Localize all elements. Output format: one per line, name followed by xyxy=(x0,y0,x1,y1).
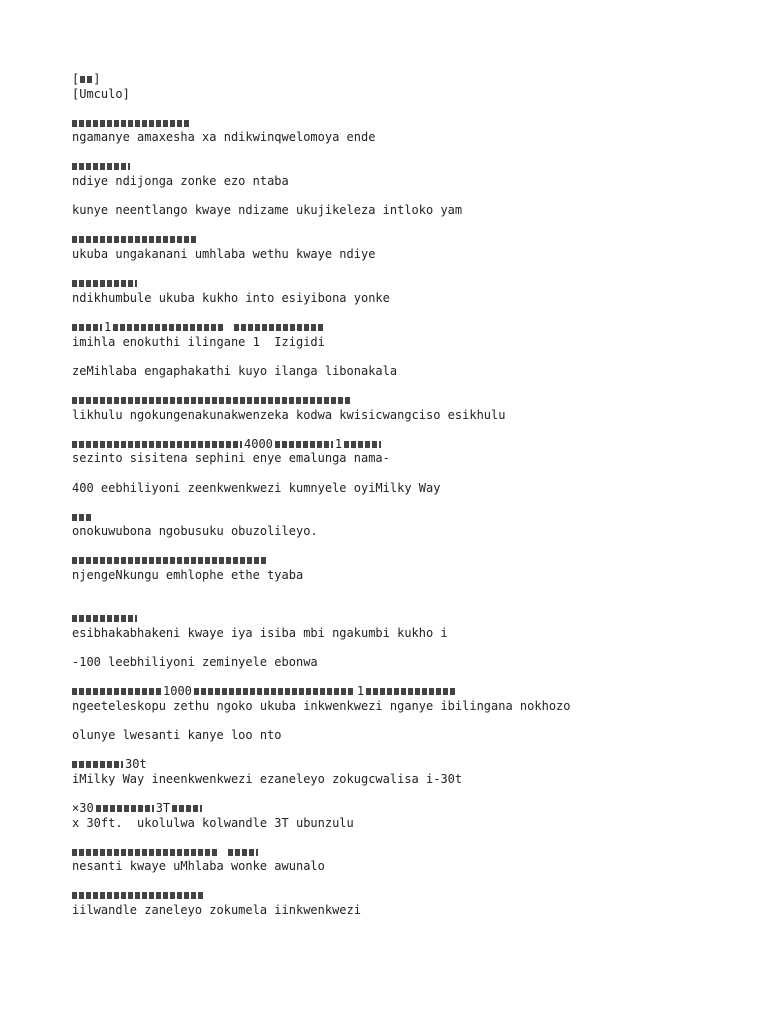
lyric-line: -100 leebhiliyoni zeminyele ebonwa xyxy=(72,655,318,670)
glyph-line xyxy=(72,320,752,335)
glyph-line xyxy=(72,233,752,248)
missing-glyph-boxes xyxy=(72,397,352,404)
inline-number: 3T xyxy=(155,801,171,816)
inline-number: 1 xyxy=(356,684,365,699)
lyric-line: ngamanye amaxesha xa ndikwinqwelomoya ende xyxy=(72,130,376,145)
missing-glyph-boxes xyxy=(344,441,381,448)
missing-glyph-boxes xyxy=(234,324,323,331)
missing-glyph-boxes xyxy=(96,805,154,812)
glyph-line xyxy=(72,889,752,904)
lyric-line: njengeNkungu emhlophe ethe tyaba xyxy=(72,568,304,583)
lyric-line: 400 eebhiliyoni zeenkwenkwezi kumnyele oyiMilky Way xyxy=(72,480,441,495)
inline-number: 4000 xyxy=(244,436,273,451)
lyric-line: zeMihlaba engaphakathi kuyo ilanga libonakala xyxy=(72,363,398,378)
glyph-line xyxy=(72,510,752,525)
lyric-line: ukuba ungakanani umhlaba wethu kwaye ndiye xyxy=(72,247,376,262)
glyph-line xyxy=(72,684,752,699)
lyric-line: kunye neentlango kwaye ndizame ukujikeleza intloko yam xyxy=(72,203,463,218)
header-placeholder-line xyxy=(72,72,752,87)
lyric-line: ndikhumbule ukuba kukho into esiyibona yonke xyxy=(72,290,390,305)
inline-number: ×30 xyxy=(72,801,94,816)
glyph-line xyxy=(72,801,752,816)
glyph-line xyxy=(72,116,752,131)
missing-glyph-boxes xyxy=(72,849,219,856)
lyric-line: ndiye ndijonga zonke ezo ntaba xyxy=(72,174,289,189)
missing-glyph-boxes xyxy=(72,761,123,768)
lyric-line: esibhakabhakeni kwaye iya isiba mbi ngakumbi kukho i xyxy=(72,625,448,640)
inline-number: 1 xyxy=(334,436,343,451)
missing-glyph-boxes xyxy=(72,324,102,331)
lyric-line: olunye lwesanti kanye loo nto xyxy=(72,728,282,743)
glyph-line xyxy=(72,393,752,408)
lyric-line: ngeeteleskopu zethu ngoko ukuba inkwenkwezi nganye ibilingana nokhozo xyxy=(72,698,571,713)
missing-glyph-boxes xyxy=(275,441,333,448)
lyric-line: likhulu ngokungenakunakwenzeka kodwa kwisicwangciso esikhulu xyxy=(72,407,506,422)
lyric-line: nesanti kwaye uMhlaba wonke awunalo xyxy=(72,859,325,874)
lyric-line: onokuwubona ngobusuku obuzolileyo. xyxy=(72,524,318,539)
missing-glyph-boxes xyxy=(80,76,92,83)
missing-glyph-boxes xyxy=(72,892,205,899)
glyph-line xyxy=(72,554,752,569)
missing-glyph-boxes xyxy=(228,849,258,856)
header-title: [Umculo] xyxy=(72,86,130,101)
missing-glyph-boxes xyxy=(72,615,137,622)
missing-glyph-boxes xyxy=(366,688,457,695)
missing-glyph-boxes xyxy=(72,514,93,521)
header-bracket-close: ] xyxy=(93,72,101,86)
document-page xyxy=(72,72,752,918)
glyph-line xyxy=(72,611,752,626)
lyric-line: imihla enokuthi ilingane 1 Izigidi xyxy=(72,334,325,349)
glyph-line xyxy=(72,437,752,452)
lyric-line: iMilky Way ineenkwenkwezi ezaneleyo zokugcwalisa i-30t xyxy=(72,771,463,786)
glyph-line xyxy=(72,276,752,291)
lyric-line: iilwandle zaneleyo zokumela iinkwenkwezi xyxy=(72,903,361,918)
inline-number: 30t xyxy=(125,757,147,772)
missing-glyph-boxes xyxy=(72,120,191,127)
missing-glyph-boxes xyxy=(72,557,268,564)
missing-glyph-boxes xyxy=(72,163,130,170)
missing-glyph-boxes xyxy=(113,324,225,331)
lyric-line: x 30ft. ukolulwa kolwandle 3T ubunzulu xyxy=(72,815,354,830)
missing-glyph-boxes xyxy=(72,280,137,287)
glyph-line xyxy=(72,757,752,772)
inline-number: 1000 xyxy=(163,684,192,699)
glyph-line xyxy=(72,845,752,860)
glyph-line xyxy=(72,160,752,175)
header-bracket-open: [ xyxy=(72,72,80,86)
missing-glyph-boxes xyxy=(172,805,202,812)
missing-glyph-boxes xyxy=(194,688,355,695)
missing-glyph-boxes xyxy=(72,441,242,448)
missing-glyph-boxes xyxy=(72,236,198,243)
inline-number: 1 xyxy=(104,320,112,335)
missing-glyph-boxes xyxy=(72,688,161,695)
lyric-line: sezinto sisitena sephini enye emalunga nama- xyxy=(72,451,390,466)
